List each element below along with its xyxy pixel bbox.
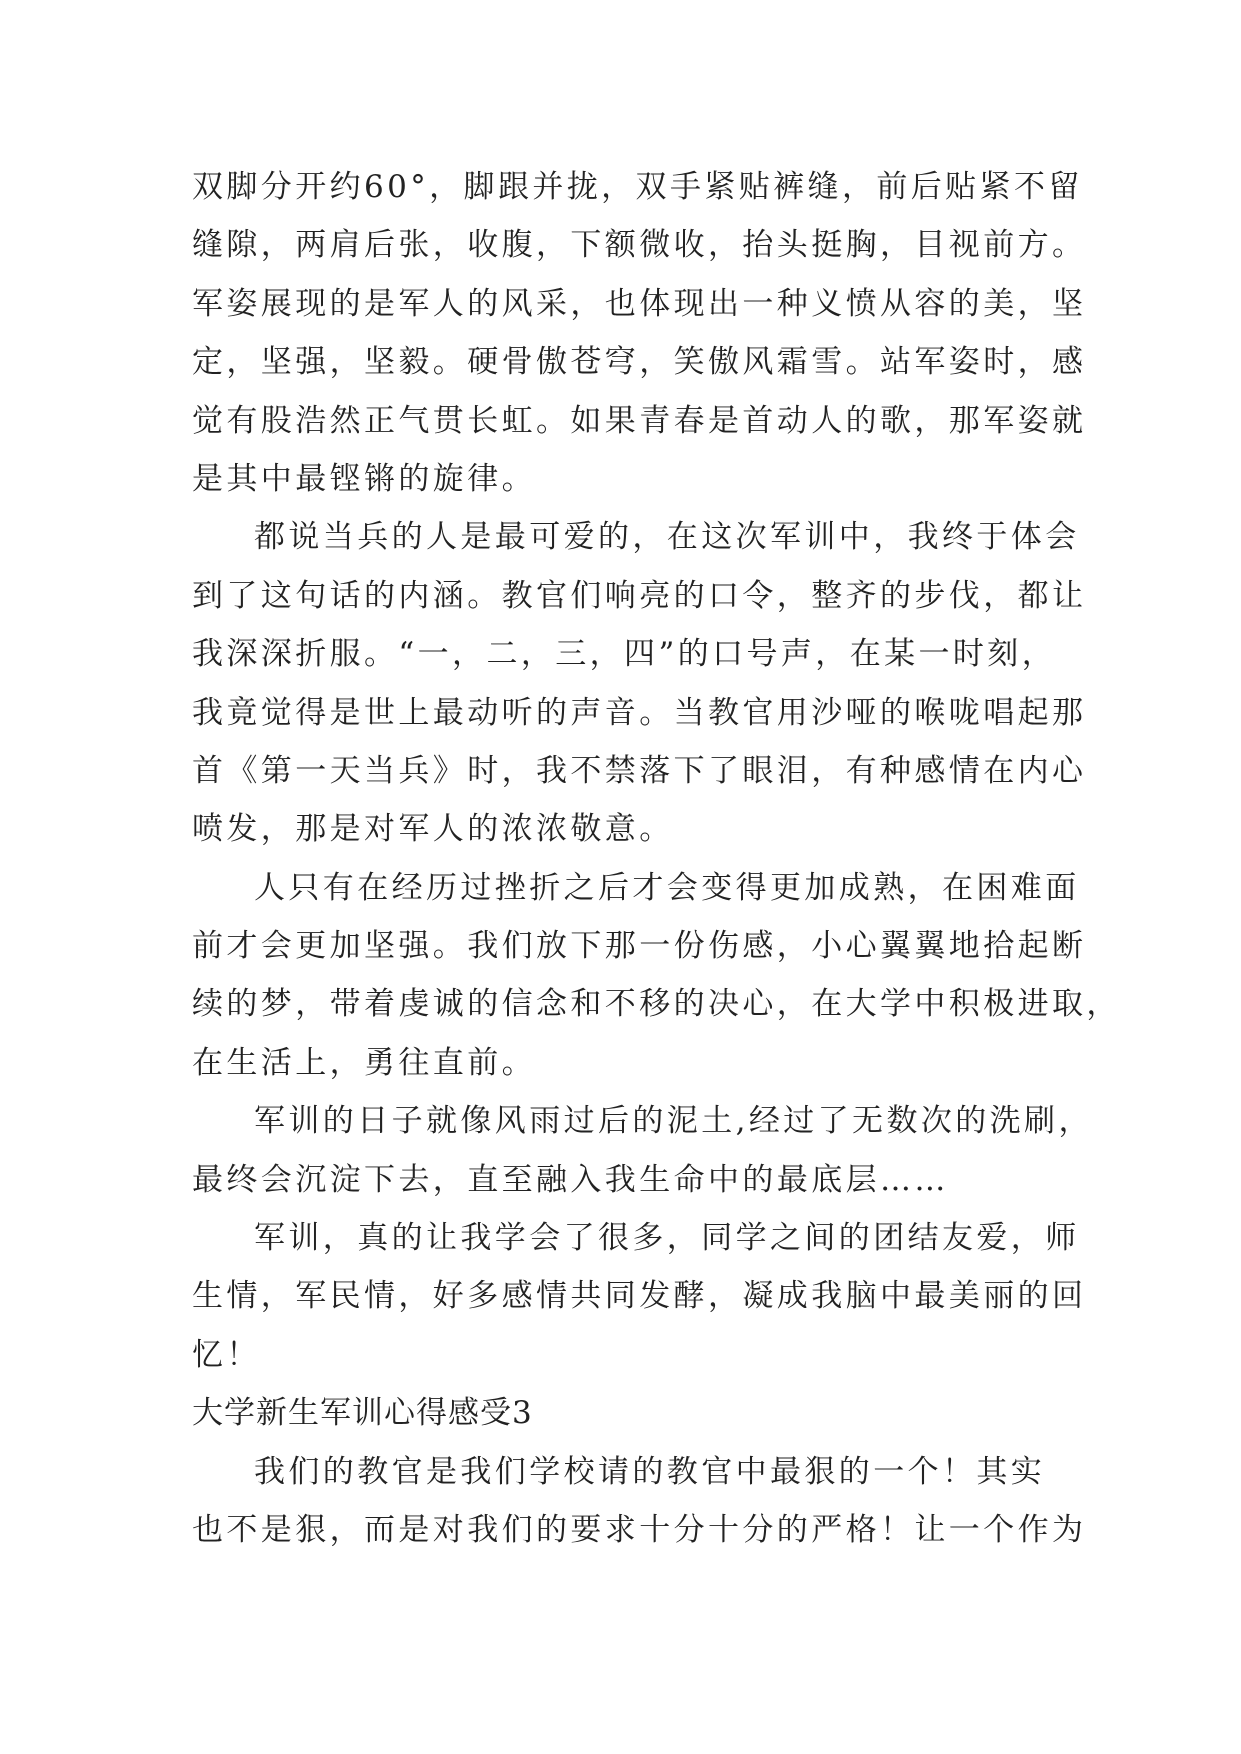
text-line: 也不是狠，而是对我们的要求十分十分的严格！让一个作为	[192, 1511, 1087, 1548]
text-line: 定，坚强，坚毅。硬骨傲苍穹，笑傲风霜雪。站军姿时，感	[192, 344, 1087, 381]
text-line: 双脚分开约60°，脚跟并拢，双手紧贴裤缝，前后贴紧不留	[192, 169, 1083, 205]
text-line: 我深深折服。“一，二，三，四”的口号声，在某一时刻，	[192, 636, 1057, 673]
text-line: 我们的教官是我们学校请的教官中最狠的一个！其实	[254, 1453, 1046, 1490]
text-line: 我竟觉得是世上最动听的声音。当教官用沙哑的喉咙唱起那	[192, 694, 1087, 731]
text-line: 军训，真的让我学会了很多，同学之间的团结友爱，师	[254, 1220, 1080, 1257]
document-body	[192, 158, 1121, 1559]
text-line: 前才会更加坚强。我们放下那一份伤感，小心翼翼地拾起断	[192, 928, 1087, 965]
text-line: 缝隙，两肩后张，收腹，下额微收，抬头挺胸，目视前方。	[192, 227, 1087, 264]
text-line: 觉有股浩然正气贯长虹。如果青春是首动人的歌，那军姿就	[192, 402, 1087, 439]
text-line: 是其中最铿锵的旋律。	[192, 460, 536, 497]
text-line: 生情，军民情，好多感情共同发酵，凝成我脑中最美丽的回	[192, 1278, 1087, 1315]
text-line: 军姿展现的是军人的风采，也体现出一种义愤从容的美，坚	[192, 285, 1087, 322]
text-line: 忆！	[192, 1336, 261, 1373]
section-heading: 大学新生军训心得感受3	[192, 1395, 533, 1432]
text-line: 最终会沉淀下去，直至融入我生命中的最底层……	[192, 1161, 949, 1198]
text-line: 到了这句话的内涵。教官们响亮的口令，整齐的步伐，都让	[192, 577, 1087, 614]
text-line: 都说当兵的人是最可爱的，在这次军训中，我终于体会	[254, 519, 1080, 556]
text-line: 在生活上，勇往直前。	[192, 1044, 536, 1081]
text-line: 人只有在经历过挫折之后才会变得更加成熟，在困难面	[254, 869, 1080, 906]
text-line: 续的梦，带着虔诚的信念和不移的决心，在大学中积极进取，	[192, 986, 1121, 1023]
text-line: 军训的日子就像风雨过后的泥土,经过了无数次的洗刷，	[254, 1103, 1093, 1140]
text-line: 首《第一天当兵》时，我不禁落下了眼泪，有种感情在内心	[192, 752, 1087, 789]
text-line: 喷发，那是对军人的浓浓敬意。	[192, 811, 674, 848]
